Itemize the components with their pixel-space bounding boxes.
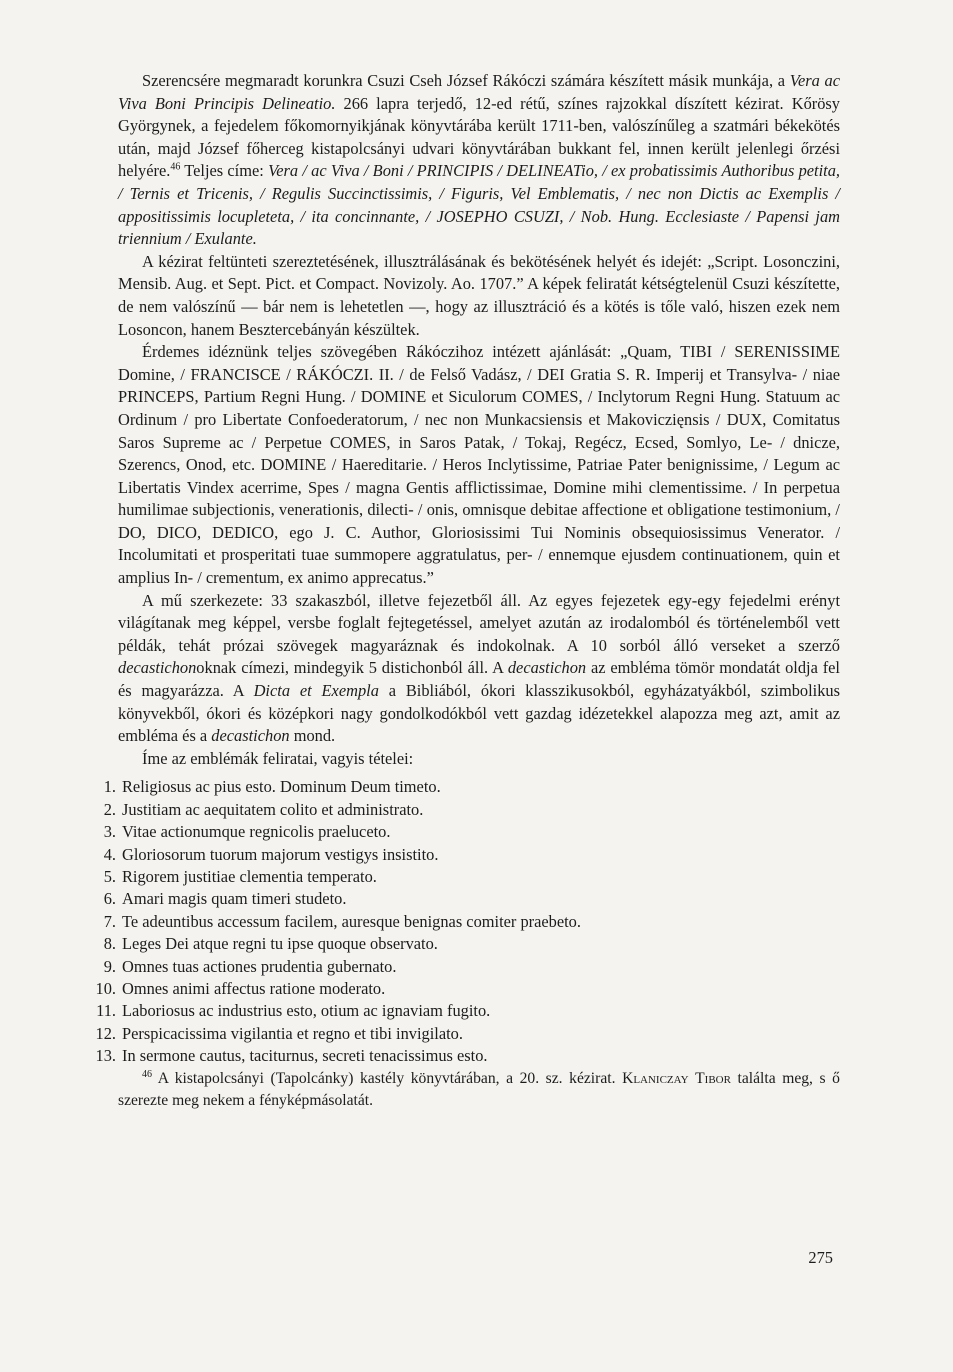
list-number: 7. (103, 911, 116, 931)
author-name: Tibor (695, 1069, 731, 1087)
text-run: 266 lapra terjedő, 12-ed rétű, színes rajzokkal díszített kézirat. Kőrösy Györgynek, a fejedelem főkomornyikjának könyvtárába került 1711-ben, valószínűleg a szatmári békekötés után, majd József főherceg kistapolcsányi udvari könyvtárában bukkant fel, innen került jelenlegi őrzési helyére. (118, 93, 840, 181)
list-item (76, 911, 798, 933)
list-text: Rigorem justitiae clementia temperato. (122, 867, 377, 887)
text-run: A kistapolcsányi (Tapolcánky) kastély könyvtárában, a 20. sz. kézirat. (152, 1069, 623, 1087)
paragraph-4 (118, 590, 840, 748)
list-number: 10. (95, 979, 116, 999)
paragraph-2: A kézirat feltünteti szereztetésének, illusztrálásának és bekötésének helyét és idejét: „Script. Losonczini, Mensib. Aug. et Sept. Pict. et Compact. Novizoly. Ao. 1707.” A képek feliratát kétségtelenül Csuzi készítette, de nem valószínű — bár nem is lehetetlen —, hogy az illusztráció és a kötés is tőle való, hiszen ezek nem Losoncon, hanem Besztercebányán készültek. (118, 251, 840, 339)
emblem-list (76, 776, 798, 1067)
term-italic: decastichon (507, 658, 587, 678)
list-item (76, 978, 798, 1000)
list-number: 13. (95, 1046, 116, 1066)
text-run: mond. (289, 726, 336, 746)
footnote-ref: 46 (170, 161, 181, 173)
list-text: Religiosus ac pius esto. Dominum Deum timeto. (122, 777, 441, 797)
list-text: Leges Dei atque regni tu ipse quoque observato. (122, 934, 438, 954)
page-number: 275 (808, 1248, 833, 1267)
list-text: Te adeuntibus accessum facilem, auresque benignas comiter praebeto. (122, 911, 581, 931)
work-title: Vera ac Viva Boni Principis Delineatio. (118, 71, 840, 113)
list-number: 1. (103, 777, 116, 797)
term-italic: Dicta et Exempla (253, 681, 379, 701)
list-text: Justitiam ac aequitatem colito et administrato. (122, 799, 424, 819)
list-item (76, 1023, 798, 1045)
list-number: 4. (103, 844, 116, 864)
author-name: Klaniczay (622, 1069, 689, 1087)
list-text: Perspicacissima vigilantia et regno et tibi invigilato. (122, 1023, 463, 1043)
list-item (76, 866, 798, 888)
list-number: 6. (103, 889, 116, 909)
list-text: Laboriosus ac industrius esto, otium ac ignaviam fugito. (122, 1001, 491, 1021)
list-item (76, 821, 798, 843)
text-run: az embléma tömör mondatát oldja fel és magyarázza. A (118, 658, 840, 701)
list-number: 2. (103, 799, 116, 819)
text-run: Szerencsére megmaradt korunkra Csuzi Cseh József Rákóczi számára készített másik munkája, a (142, 71, 790, 90)
list-item (76, 1045, 798, 1067)
list-number: 9. (103, 956, 116, 976)
list-item (76, 1000, 798, 1022)
list-number: 3. (103, 822, 116, 842)
list-text: Omnes tuas actiones prudentia gubernato. (122, 956, 397, 976)
text-run: Teljes címe: (180, 161, 269, 181)
list-text: Amari magis quam timeri studeto. (122, 889, 347, 909)
term-italic: decastichon (211, 726, 290, 746)
text-run: oknak címezi, mindegyik 5 distichonból áll. A (196, 658, 508, 678)
list-item (76, 956, 798, 978)
list-number: 8. (103, 934, 116, 954)
list-number: 12. (95, 1023, 116, 1043)
list-item (76, 776, 798, 798)
paragraph-1 (118, 70, 840, 251)
list-item (76, 844, 798, 866)
footnote (118, 1068, 840, 1112)
list-number: 5. (103, 867, 116, 887)
list-item (76, 888, 798, 910)
list-text: Vitae actionumque regnicolis praeluceto. (122, 822, 391, 842)
paragraph-5: Íme az emblémák feliratai, vagyis tételei: (142, 748, 414, 768)
text-run: A mű szerkezete: 33 szakaszból, illetve fejezetből áll. Az egyes fejezetek egy-egy fejedelmi erényt világítanak meg képpel, versbe foglalt fejtegetéssel, amelyet azután az irodalomból és történelemből vett példák, tehát prózai szövegek magyaráznak és indokolnak. A 10 sorból álló verseket a szerző (118, 590, 840, 655)
full-title: Vera / ac Viva / Boni / PRINCIPIS / DELINEATio, / ex probatissimis Authoribus petita, / Ternis et Tricenis, / Regulis Succinctissimis, / Figuris, Vel Emblematis, / nec non Dictis ac Exemplis / appositissimis locupleteta, / ita concinnante, / JOSEPHO CSUZI, / Nob. Hung. Ecclesiaste / Papensi jam triennium / Exulante. (118, 161, 841, 249)
footnote-number: 46 (142, 1068, 152, 1080)
page-body (95, 70, 841, 1112)
text-run: a Bibliából, ókori klasszikusokból, egyházatyákból, szimbolikus könyvekből, ókori és középkori nagy gondolkodókból vett gazdag idézetekkel alapozza meg azt, amit az embléma és a (118, 681, 840, 746)
list-text: Omnes animi affectus ratione moderato. (122, 979, 386, 999)
list-text: Gloriosorum tuorum majorum vestigys insistito. (122, 844, 439, 864)
list-text: In sermone cautus, taciturnus, secreti tenacissimus esto. (122, 1046, 488, 1066)
text-run: találta meg, s ő szerezte meg nekem a fényképmásolatát. (118, 1069, 840, 1109)
paragraph-3: Érdemes idéznünk teljes szövegében Rákóczihoz intézett ajánlását: „Quam, TIBI / SERENISSIME Domine, / FRANCISCE / RÁKÓCZI. II. / de Felső Vadász, / DEI Gratia S. R. Imperij et Transylva- / niae PRINCEPS, Partium Regni Hung. / DOMINE et Siculorum COMES, / Inclytorum Regni Hung. Statuum ac Ordinum / pro Libertate Confoederatorum, / nec non Munkacsiensis et Makoviczięnsis / DUX, Comitatus Saros Supreme ac / Perpetue COMES, in Saros Patak, / Tokaj, Regécz, Ecsed, Somlyo, Le- / dnicze, Szerencs, Onod, etc. DOMINE / Haereditarie. / Heros Inclytissime, Patriae Pater benignissime, / Legum ac Libertatis Vindex acerrime, Spes / magna Gentis afflictissimae, Domine mihi clementissime. / In perpetua humilimae subjectionis, venerationis, dilecti- / onis, omnisque debitae affectione et obligatione testimonium, / DO, DICO, DEDICO, ego J. C. Author, Gloriosissimi Tui Nominis obsequiosissimus Venerator. / Incolumitati et prosperitati tuae summopere aggratulatus, per- / ennemque ejusdem continuationem, quin et amplius In- / crementum, ex animo apprecatus.” (118, 342, 840, 588)
term-italic: decastichon (118, 658, 197, 678)
list-number: 11. (96, 1001, 116, 1021)
list-item (76, 933, 798, 955)
list-item (76, 799, 798, 821)
